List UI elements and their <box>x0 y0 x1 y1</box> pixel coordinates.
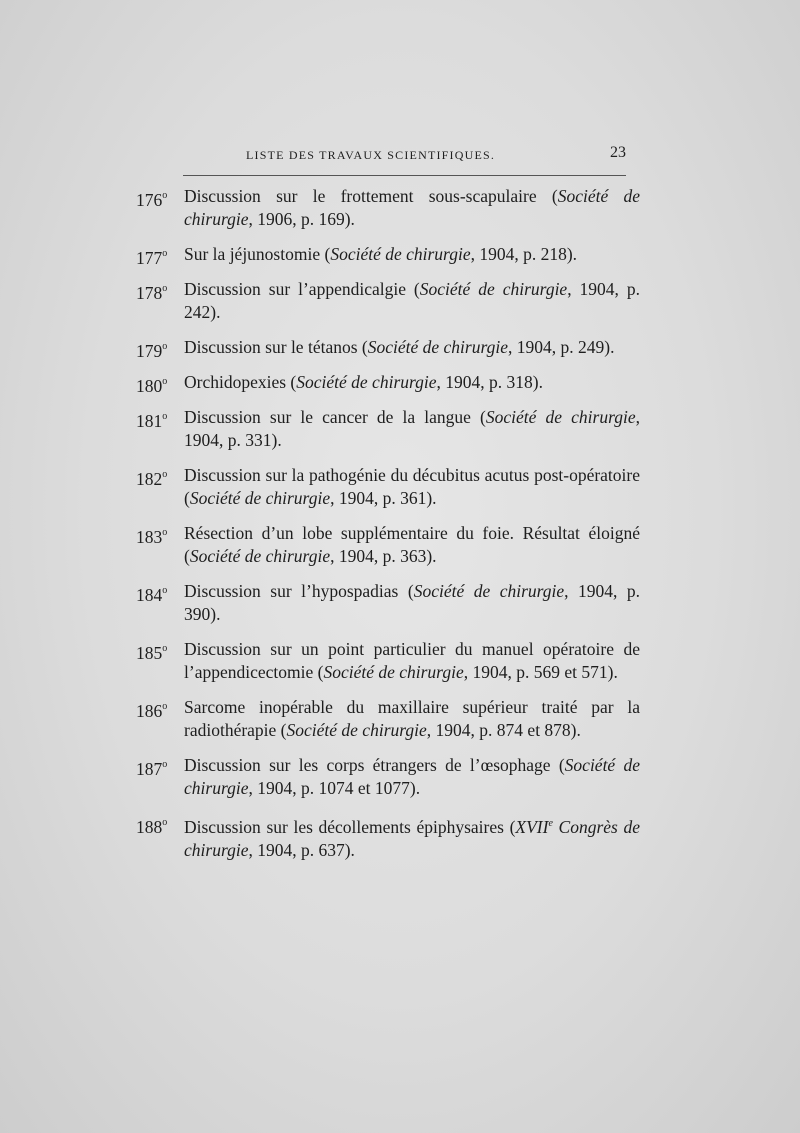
entry-text: Discussion sur l’appendicalgie (Société de chirurgie, 1904, p. 242). <box>184 279 641 322</box>
entry-number: 180$^o$ <box>136 375 168 396</box>
entry-number: 181$^o$ <box>136 410 168 431</box>
entry-number: 176$^o$ <box>136 189 168 210</box>
entry-text: Discussion sur les corps étrangers de l’œsophage (Société de chirurgie, 1904, p. 1074 et 1077). <box>184 755 640 798</box>
entry-number: 188$^o$ <box>136 816 168 837</box>
entry-187 <box>136 754 640 800</box>
entry-number: 187$^o$ <box>136 758 168 779</box>
entry-number: 178$^o$ <box>136 282 168 303</box>
entry-number: 179$^o$ <box>136 340 168 361</box>
entry-text: Résection d’un lobe supplémentaire du foie. Résultat éloigné (Société de chirurgie, 1904, p. 363). <box>184 523 640 566</box>
entry-text: Orchidopexies (Société de chirurgie, 1904, p. 318). <box>184 372 543 392</box>
entry-186 <box>136 696 640 742</box>
entry-number: 177$^o$ <box>136 247 168 268</box>
entry-180 <box>136 371 640 394</box>
page-number: 23 <box>610 144 626 161</box>
entry-text: Discussion sur l’hypospadias (Société de chirurgie, 1904, p. 390). <box>184 581 641 624</box>
entry-text: Discussion sur un point particulier du manuel opératoire de l’appendicectomie (Société de chirurgie, 1904, p. 569 et 571). <box>184 639 640 682</box>
entry-188 <box>136 812 640 862</box>
entry-177 <box>136 243 640 266</box>
running-head <box>246 146 626 166</box>
header-rule <box>183 175 626 176</box>
entry-text: Discussion sur la pathogénie du décubitus acutus post-opératoire (Société de chirurgie, 1904, p. 361). <box>184 465 640 508</box>
entry-185 <box>136 638 640 684</box>
entry-178 <box>136 278 640 324</box>
entry-number: 184$^o$ <box>136 584 168 605</box>
running-title: LISTE DES TRAVAUX SCIENTIFIQUES. <box>246 148 496 162</box>
entry-text: Discussion sur le cancer de la langue (Société de chirurgie, 1904, p. 331). <box>184 407 640 450</box>
entry-text: Sarcome inopérable du maxillaire supérieur traité par la radiothérapie (Société de chirurgie, 1904, p. 874 et 878). <box>184 697 640 740</box>
entry-number: 183$^o$ <box>136 526 168 547</box>
entry-181 <box>136 406 640 452</box>
entry-183 <box>136 522 640 568</box>
entry-text: Discussion sur le frottement sous-scapulaire (Société de chirurgie, 1906, p. 169). <box>184 186 640 229</box>
entry-number: 186$^o$ <box>136 700 168 721</box>
entry-number: 182$^o$ <box>136 468 168 489</box>
entry-179 <box>136 336 640 359</box>
entry-176 <box>136 185 640 231</box>
entry-text: Sur la jéjunostomie (Société de chirurgie, 1904, p. 218). <box>184 244 578 264</box>
entry-number: 185$^o$ <box>136 642 168 663</box>
entry-182 <box>136 464 640 510</box>
entry-text: Discussion sur les décollements épiphysaires (XVIIe Congrès de chirurgie, 1904, p. 637). <box>184 816 640 860</box>
entry-list <box>136 185 640 874</box>
entry-184 <box>136 580 640 626</box>
entry-text: Discussion sur le tétanos (Société de chirurgie, 1904, p. 249). <box>184 337 615 357</box>
